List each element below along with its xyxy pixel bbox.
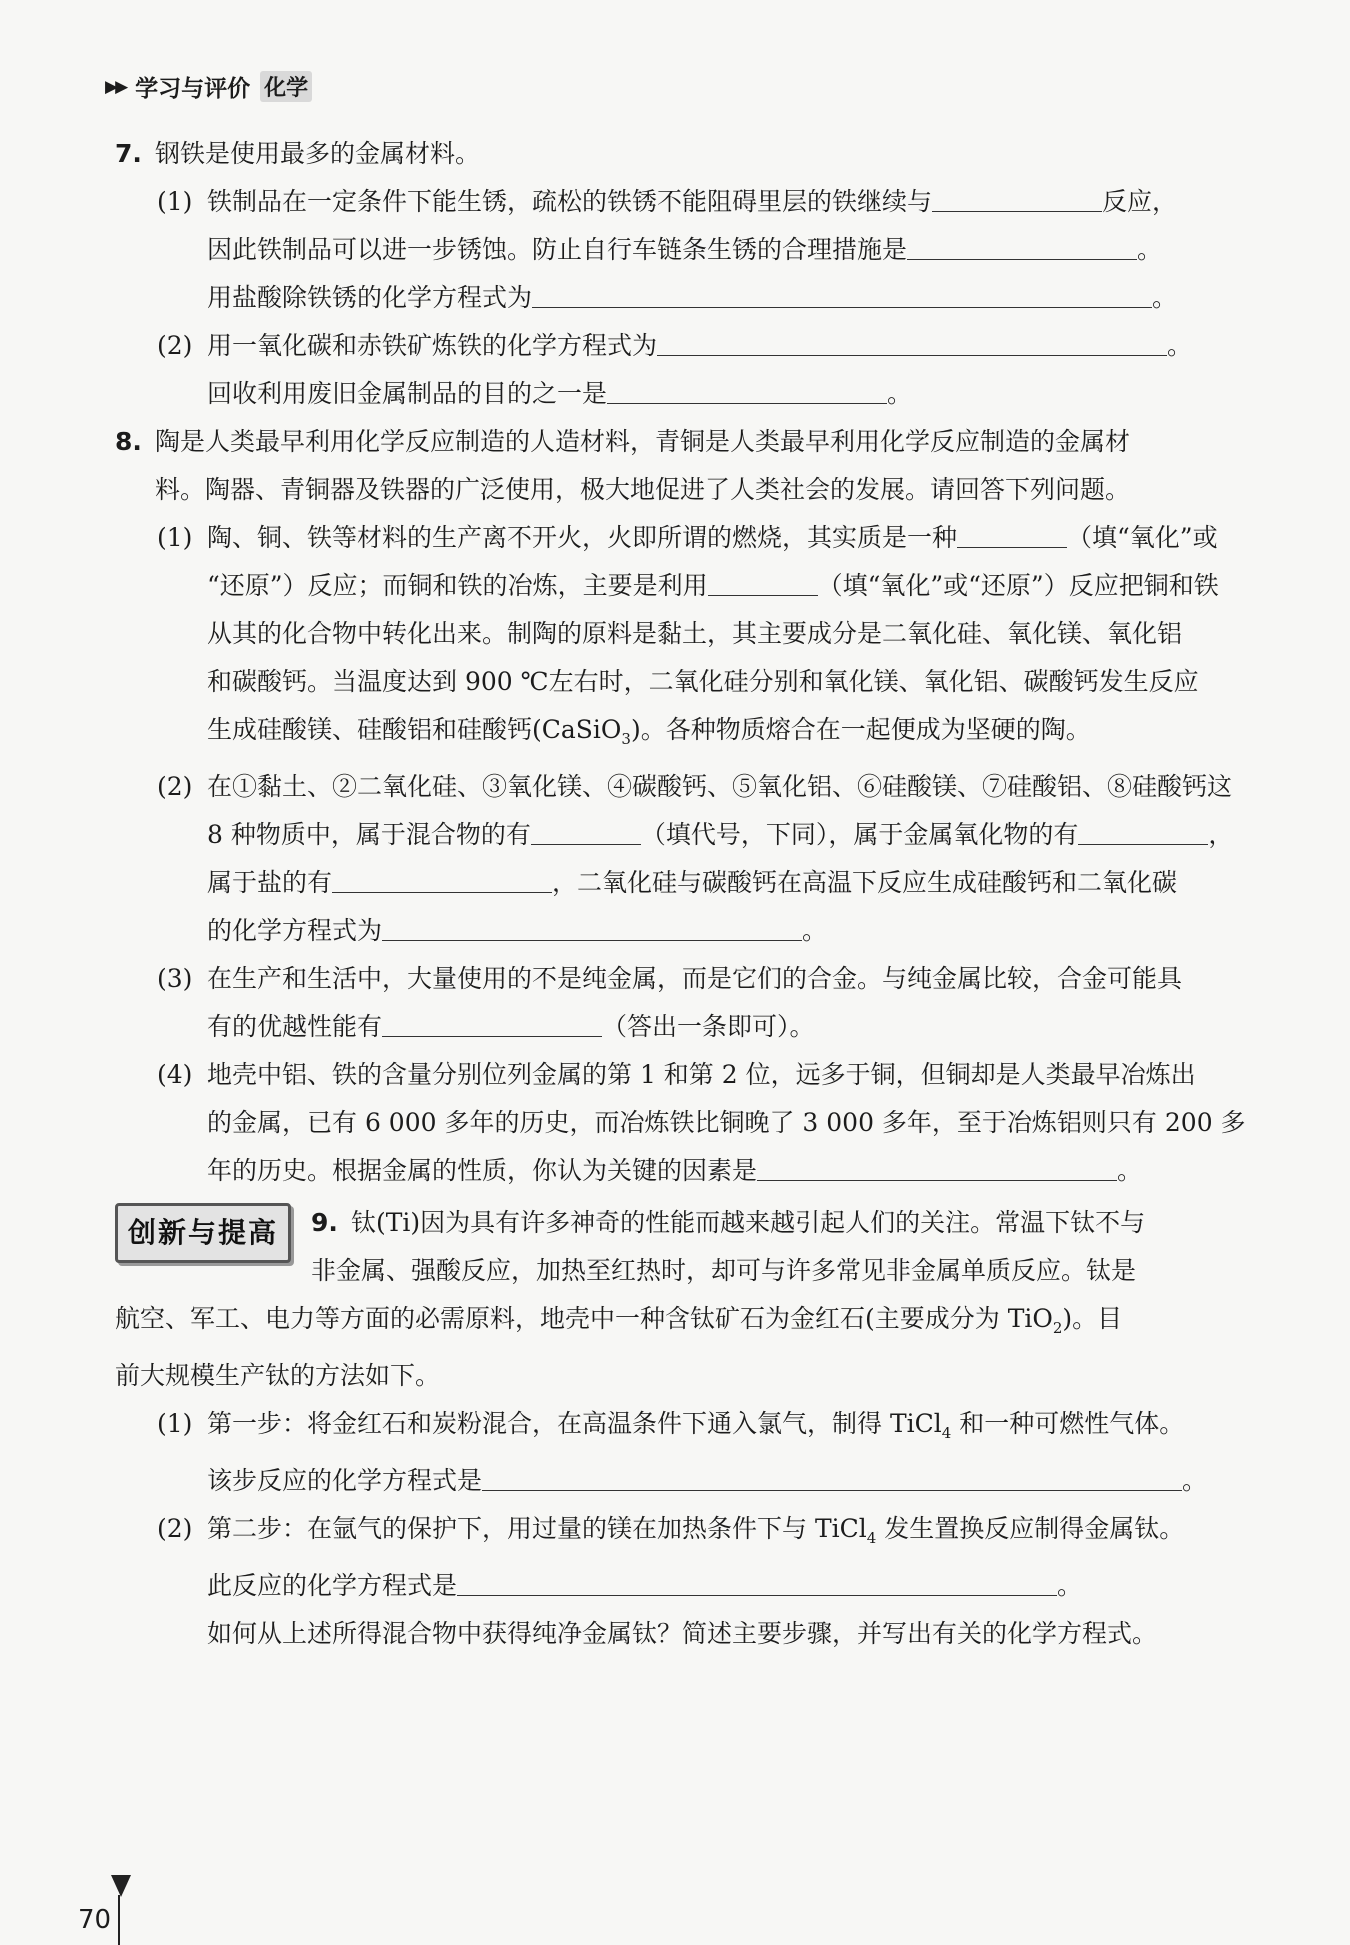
question-stem: 料。陶器、青铜器及铁器的广泛使用，极大地促进了人类社会的发展。请回答下列问题。 [155,475,1131,504]
text: )。各种物质熔合在一起便成为坚硬的陶。 [630,715,1091,744]
part-number: (2) [157,331,193,360]
text: 第二步：在氩气的保护下，用过量的镁在加热条件下与 TiCl [207,1514,867,1543]
subscript: 2 [1052,1319,1063,1337]
subscript: 4 [941,1424,952,1442]
text: 用盐酸除铁锈的化学方程式为 [207,283,533,312]
part-number: (2) [157,1514,193,1543]
text: 在①黏土、②二氧化硅、③氧化镁、④碳酸钙、⑤氧化铝、⑥硅酸镁、⑦硅酸铝、⑧硅酸钙这 [207,772,1233,801]
answer-blank[interactable] [1078,816,1208,845]
part-number: (1) [157,187,193,216]
text: （答出一条即可）。 [602,1012,815,1041]
question-9 [115,1199,1255,1400]
text: “还原”）反应；而铜和铁的冶炼，主要是利用 [207,571,708,600]
text: ， [1208,820,1234,849]
question-number: 7. [115,139,142,168]
text: 发生置换反应制得金属钛。 [876,1514,1185,1543]
part-number: (3) [157,964,193,993]
answer-blank[interactable] [482,1462,1182,1491]
answer-blank[interactable] [708,567,818,596]
answer-blank[interactable] [757,1152,1117,1181]
text: 如何从上述所得混合物中获得纯净金属钛？简述主要步骤，并写出有关的化学方程式。 [207,1619,1158,1648]
subscript: 3 [621,730,631,748]
text: 和碳酸钙。当温度达到 900 ℃左右时，二氧化硅分别和氧化镁、氧化铝、碳酸钙发生反应 [207,667,1199,696]
answer-blank[interactable] [382,912,802,941]
answer-blank[interactable] [531,816,641,845]
text: 。 [1117,1156,1143,1185]
text: （填“氧化”或“还原”）反应把铜和铁 [817,571,1219,600]
text: 前大规模生产钛的方法如下。 [115,1361,441,1390]
q8-part-4 [157,1051,1255,1195]
question-number: 9. [311,1208,338,1237]
text: ，二氧化硅与碳酸钙在高温下反应生成硅酸钙和二氧化碳 [552,868,1178,897]
text: 回收利用废旧金属制品的目的之一是 [207,379,608,408]
page-header [105,70,312,103]
text: 生成硅酸镁、硅酸铝和硅酸钙(CaSiO [207,715,622,744]
text: 属于盐的有 [207,868,333,897]
part-number: (2) [157,772,193,801]
text: 此反应的化学方程式是 [207,1571,458,1600]
text: 非金属、强酸反应，加热至红热时，却可与许多常见非金属单质反应。钛是 [311,1256,1137,1285]
page-marker-icon [111,1875,131,1897]
text: 。 [1152,283,1178,312]
text: 铁制品在一定条件下能生锈，疏松的铁锈不能阻碍里层的铁继续与 [207,187,933,216]
text: )。目 [1062,1304,1123,1333]
question-8 [115,418,1255,514]
answer-blank[interactable] [657,327,1167,356]
text: 因此铁制品可以进一步锈蚀。防止自行车链条生锈的合理措施是 [207,235,908,264]
subscript: 4 [866,1529,877,1547]
arrow-icon: ▶▶ [105,76,126,97]
answer-blank[interactable] [457,1567,1057,1596]
answer-blank[interactable] [382,1008,602,1037]
text: 反应， [1102,187,1178,216]
answer-blank[interactable] [932,183,1102,212]
page-number: 70 [78,1905,112,1935]
text: 年的历史。根据金属的性质，你认为关键的因素是 [207,1156,758,1185]
text: 航空、军工、电力等方面的必需原料，地壳中一种含钛矿石为金红石(主要成分为 TiO [115,1304,1053,1333]
text: 钛(Ti)因为具有许多神奇的性能而越来越引起人们的关注。常温下钛不与 [351,1208,1146,1237]
answer-blank[interactable] [957,519,1067,548]
q9-part-1 [157,1400,1255,1505]
question-stem: 钢铁是使用最多的金属材料。 [155,139,481,168]
answer-blank[interactable] [907,231,1137,260]
text: 用一氧化碳和赤铁矿炼铁的化学方程式为 [207,331,658,360]
part-number: (1) [157,523,193,552]
text: 。 [1182,1466,1208,1495]
text: （填“氧化”或 [1067,523,1218,552]
q9-part-2 [157,1505,1255,1658]
text: 和一种可燃性气体。 [951,1409,1185,1438]
text: 。 [1137,235,1163,264]
text: 。 [887,379,913,408]
text: 的金属，已有 6 000 多年的历史，而冶炼铁比铜晚了 3 000 多年，至于冶炼铝则只有 200 多 [207,1108,1246,1137]
text: 8 种物质中，属于混合物的有 [207,820,531,849]
q8-part-1 [157,514,1255,763]
content [115,130,1255,1658]
part-number: (1) [157,1409,193,1438]
text: （填代号，下同），属于金属氧化物的有 [640,820,1079,849]
divider [118,1895,120,1945]
q7-part-1 [157,178,1255,322]
text: 。 [802,916,828,945]
text: 在生产和生活中，大量使用的不是纯金属，而是它们的合金。与纯金属比较，合金可能具 [207,964,1183,993]
answer-blank[interactable] [607,375,887,404]
part-number: (4) [157,1060,193,1089]
text: 的化学方程式为 [207,916,383,945]
text: 第一步：将金红石和炭粉混合，在高温条件下通入氯气，制得 TiCl [207,1409,942,1438]
question-7 [115,130,1255,178]
book-title: 学习与评价 [135,76,251,102]
section-badge: 创新与提高 [115,1203,291,1263]
subject-label: 化学 [260,71,312,102]
text: 有的优越性能有 [207,1012,383,1041]
q7-part-2 [157,322,1255,418]
question-number: 8. [115,427,142,456]
text: 地壳中铝、铁的含量分别位列金属的第 1 和第 2 位，远多于铜，但铜却是人类最早冶炼出 [207,1060,1196,1089]
text: 该步反应的化学方程式是 [207,1466,483,1495]
text: 。 [1057,1571,1083,1600]
question-stem: 陶是人类最早利用化学反应制造的人造材料，青铜是人类最早利用化学反应制造的金属材 [155,427,1131,456]
answer-blank[interactable] [532,279,1152,308]
text: 从其的化合物中转化出来。制陶的原料是黏土，其主要成分是二氧化硅、氧化镁、氧化铝 [207,619,1183,648]
text: 陶、铜、铁等材料的生产离不开火，火即所谓的燃烧，其实质是一种 [207,523,958,552]
q8-part-2 [157,763,1255,955]
text: 。 [1167,331,1193,360]
q8-part-3 [157,955,1255,1051]
answer-blank[interactable] [332,864,552,893]
